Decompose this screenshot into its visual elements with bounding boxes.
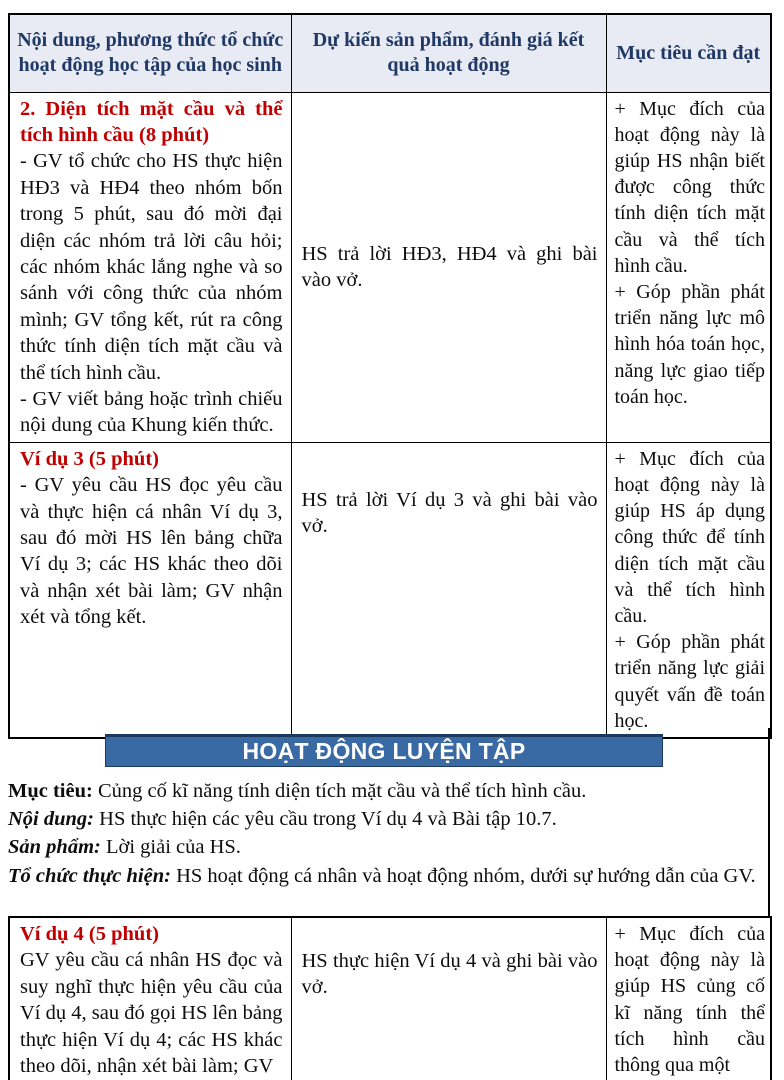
paragraph-label: Sản phẩm: [8,836,101,859]
activity-heading: Ví dụ 4 (5 phút) [20,923,159,945]
paragraph-label: Mục tiêu: [8,780,93,802]
activity-text: - GV yêu cầu HS đọc yêu cầu và thực hiện cá nhân Ví dụ 3, sau đó mời HS lên bảng chữa Ví dụ 3; các HS khác theo dõi và nhận xét bài làm; GV nhận xét và tổng kết. [20,474,283,629]
practice-table-clip [8,916,774,1080]
table-row [9,92,771,442]
section-paragraph-organization [8,862,766,890]
header-cell-content: Nội dung, phương thức tổ chức hoạt động học tập của học sinh [9,14,291,92]
section-paragraph-content [8,805,766,833]
target-cell [606,917,771,1080]
section-banner-label: HOẠT ĐỘNG LUYỆN TẬP [242,738,526,764]
target-cell [606,442,771,738]
paragraph-text: HS hoạt động cá nhân và hoạt động nhóm, dưới sự hướng dẫn của GV. [170,864,756,887]
activity-table [8,13,772,739]
paragraph-label: Nội dung: [8,808,95,831]
content-cell-sphere-area [9,92,291,442]
product-cell [291,92,606,442]
activity-heading: 2. Diện tích mặt cầu và thể tích hình cầu (8 phút) [20,97,283,146]
target-text: + Mục đích của hoạt động này là giúp HS nhận biết được công thức tính diện tích mặt cầu và thể tích hình cầu. [614,97,765,277]
content-cell-example4 [9,917,291,1080]
section-paragraph-product [8,833,766,861]
target-text: + Góp phần phát triển năng lực giải quyết vấn đề toán học. [614,631,765,732]
target-text: + Góp phần phát triển năng lực mô hình hóa toán học, năng lực giao tiếp toán học. [614,280,765,408]
paragraph-text: Lời giải của HS. [100,836,241,859]
product-cell [291,917,606,1080]
activity-text: GV yêu cầu cá nhân HS đọc và suy nghĩ thực hiện yêu cầu của Ví dụ 4, sau đó gọi HS lên bảng thực hiện Ví dụ 4; các HS khác theo dõi, nhận xét bài làm; GV [20,949,283,1078]
product-text: HS thực hiện Ví dụ 4 và ghi bài vào vở. [301,950,598,999]
right-border-rule [768,728,770,918]
section-banner-practice [105,734,663,767]
header-cell-expected-product: Dự kiến sản phẩm, đánh giá kết quả hoạt động [291,14,606,92]
product-cell [291,442,606,738]
target-text: + Mục đích của hoạt động này là giúp HS củng cố kĩ năng tính thể tích hình cầu thông qua một [614,923,765,1077]
paragraph-text: HS thực hiện các yêu cầu trong Ví dụ 4 và Bài tập 10.7. [94,808,557,831]
table-row [9,442,771,738]
product-text: HS trả lời HĐ3, HĐ4 và ghi bài vào vở. [301,242,598,292]
activity-text: - GV tổ chức cho HS thực hiện HĐ3 và HĐ4 theo nhóm bốn trong 5 phút, sau đó mời đại diện các nhóm trả lời câu hỏi; các nhóm khác lắng nghe và so sánh với công thức của nhóm mình; GV tổng kết, rút ra công thức tính diện tích mặt cầu và thể tích hình cầu. [20,150,283,384]
table-row [9,917,771,1080]
section-paragraph-goal [8,777,766,805]
activity-text: - GV viết bảng hoặc trình chiếu nội dung của Khung kiến thức. [20,387,283,437]
paragraph-label: Tổ chức thực hiện: [8,864,171,887]
table-header-row [9,14,771,92]
product-text: HS trả lời Ví dụ 3 và ghi bài vào vở. [301,488,598,538]
header-cell-target: Mục tiêu cần đạt [606,14,771,92]
target-text: + Mục đích của hoạt động này là giúp HS áp dụng công thức để tính diện tích mặt cầu và thể tích hình cầu. [614,447,765,627]
target-cell [606,92,771,442]
activity-heading: Ví dụ 3 (5 phút) [20,447,159,470]
practice-section-intro [8,777,766,890]
content-cell-example3 [9,442,291,738]
paragraph-text: Củng cố kĩ năng tính diện tích mặt cầu và thể tích hình cầu. [92,780,587,802]
practice-table [8,916,772,1080]
